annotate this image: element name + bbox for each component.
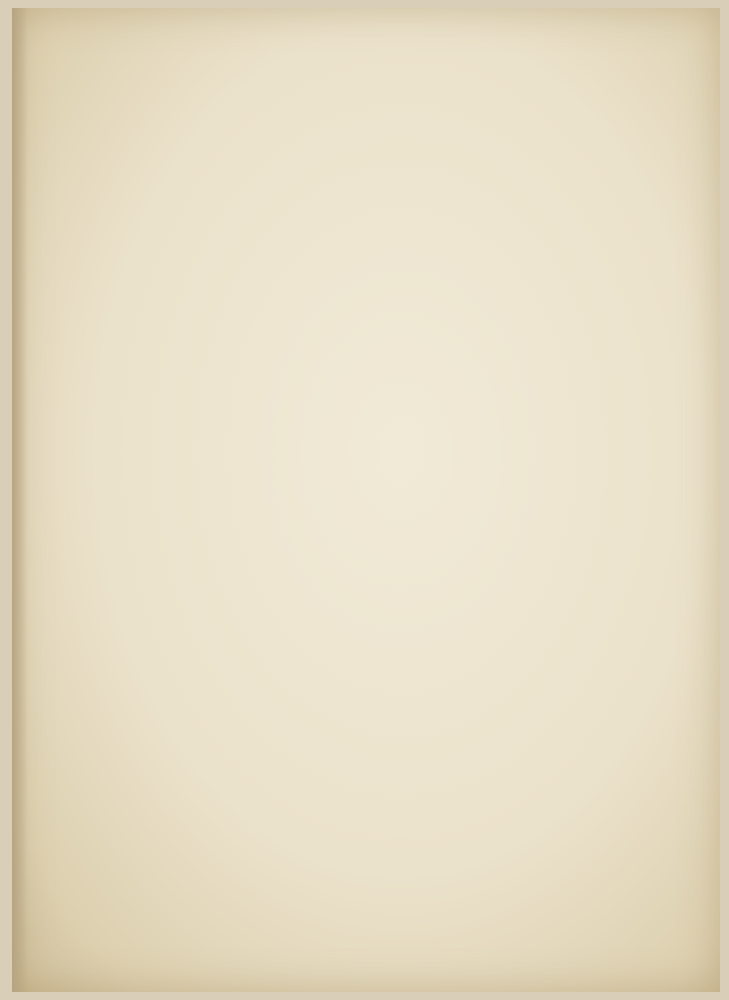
page-header <box>122 70 657 92</box>
page-spine-shadow <box>12 8 28 992</box>
book-page <box>12 8 720 992</box>
